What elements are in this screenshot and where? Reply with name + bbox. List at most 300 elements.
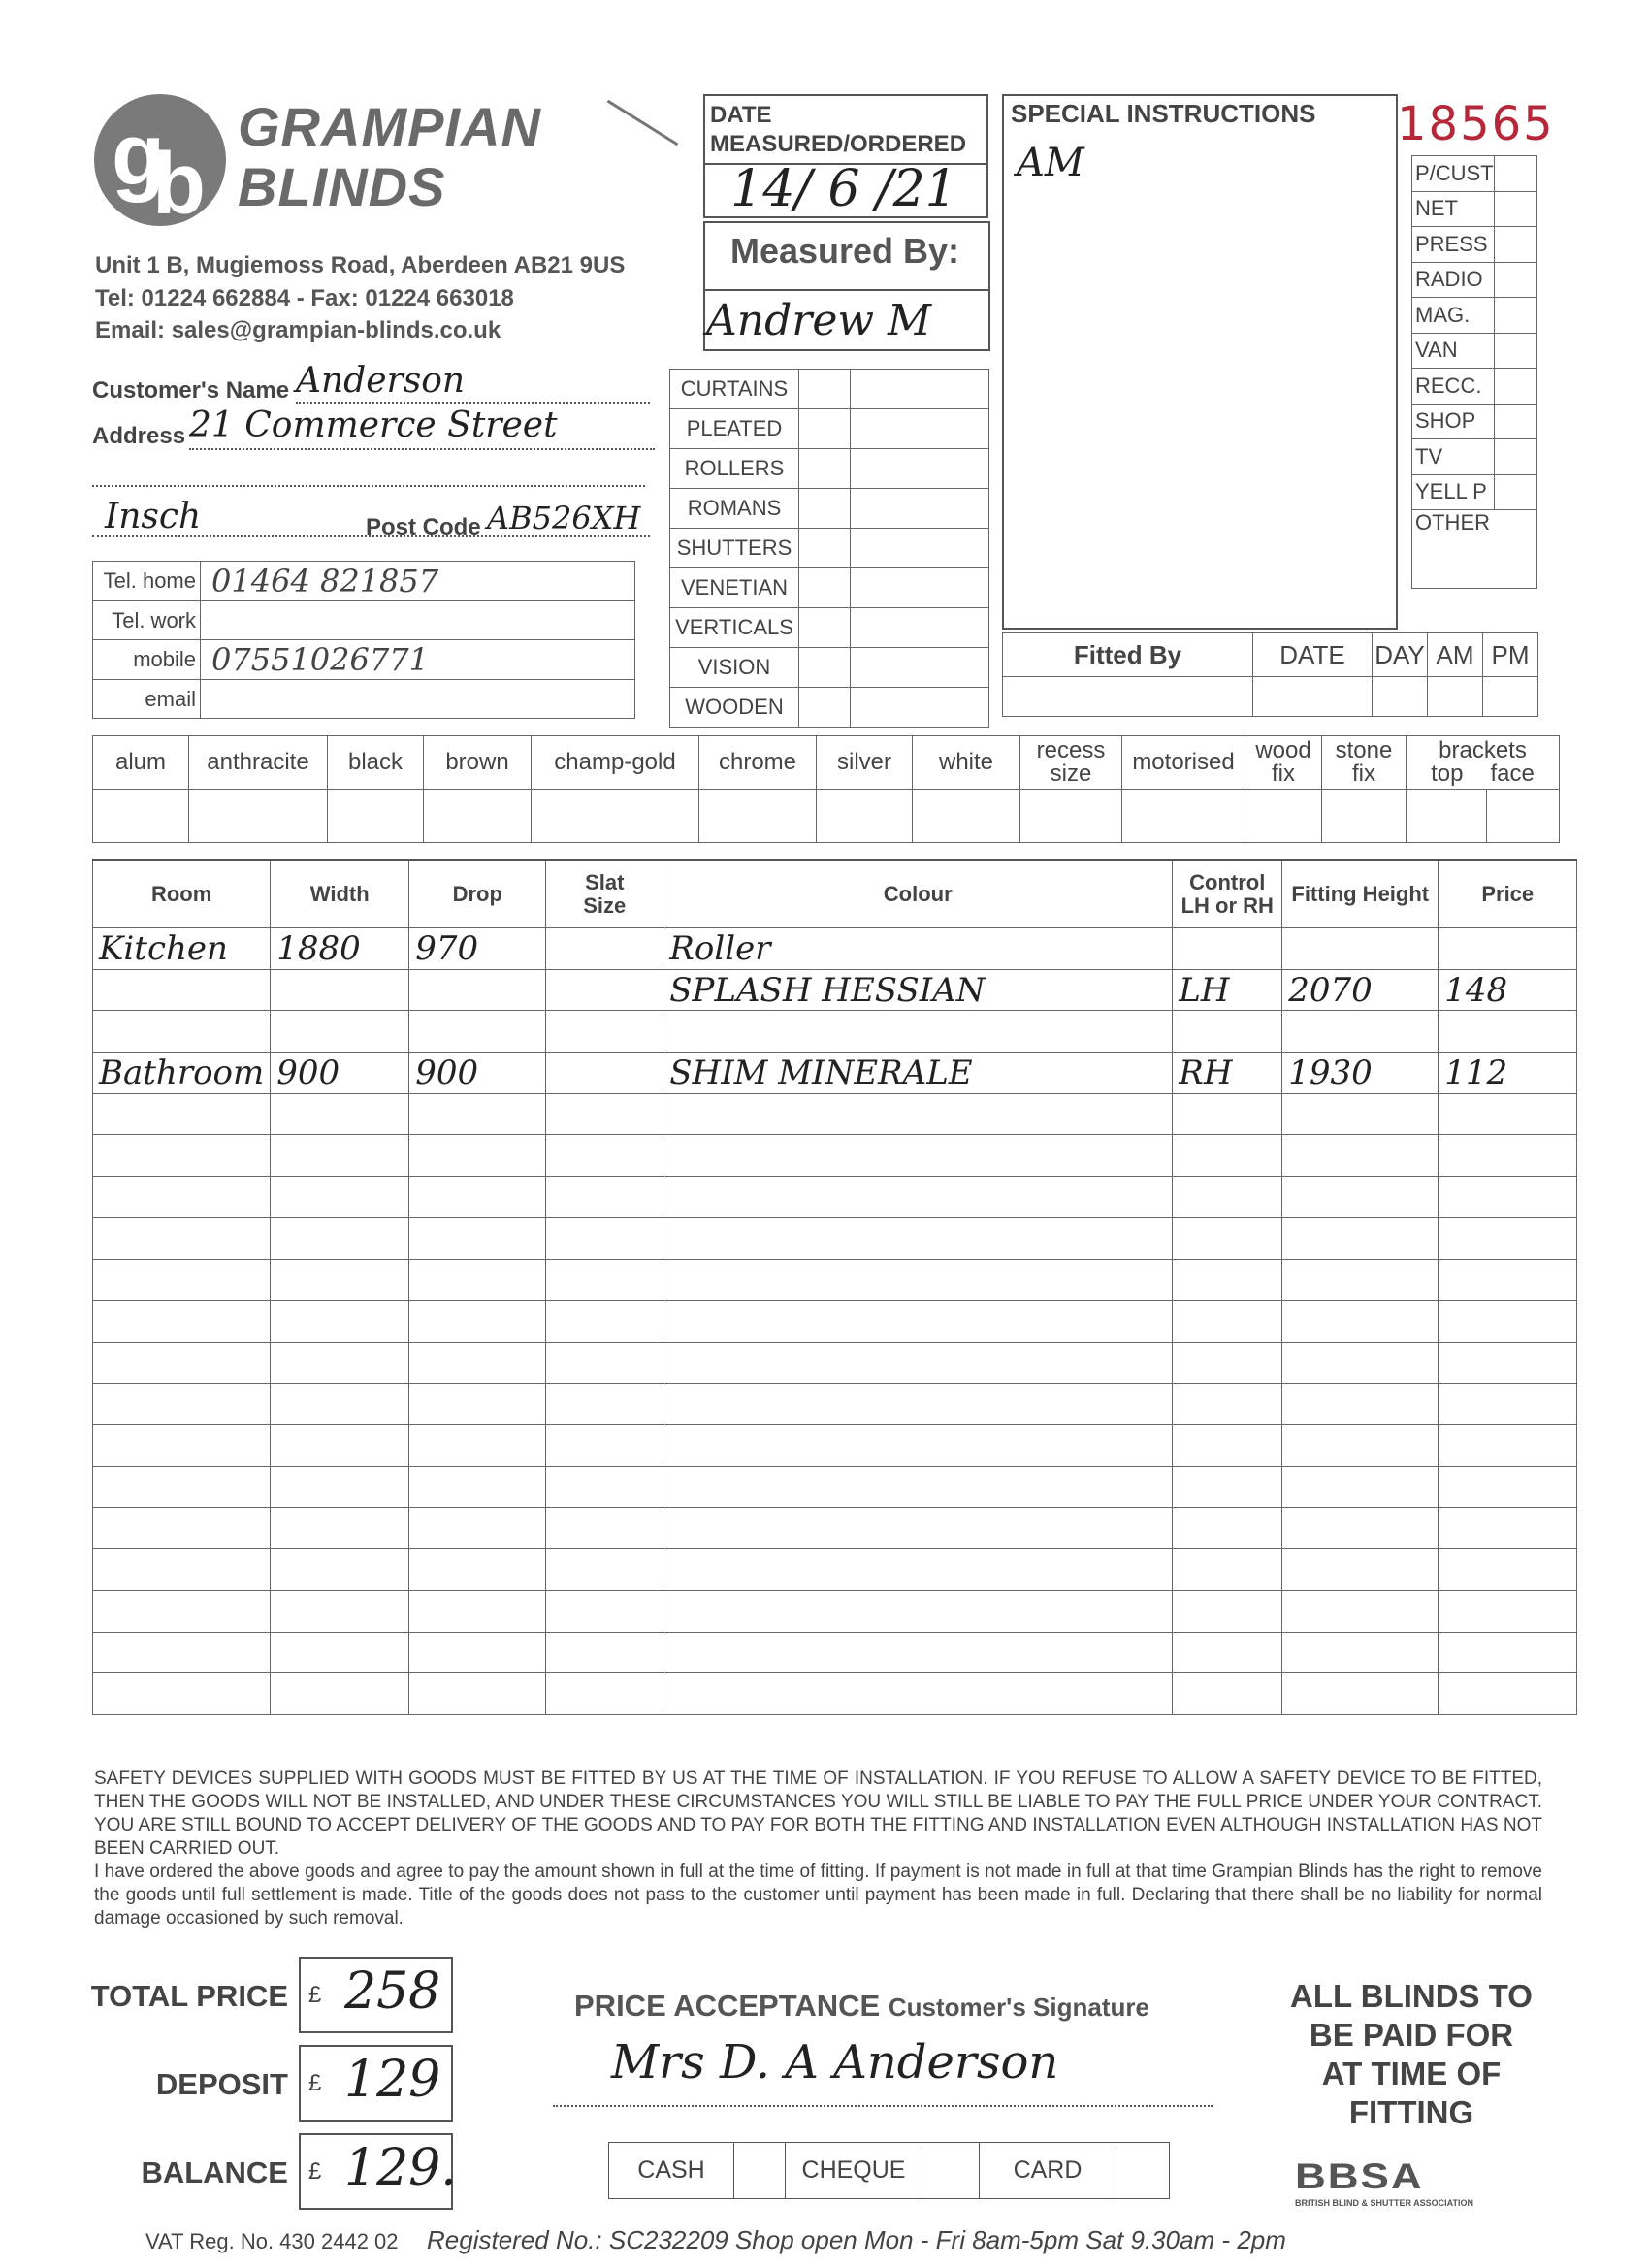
order-row [93,1591,1577,1633]
order-control-cell[interactable] [1173,1217,1282,1259]
order-price-cell[interactable] [1439,1632,1577,1673]
order-colour-cell[interactable] [663,1425,1173,1467]
product-notes[interactable] [851,608,989,648]
order-price-cell[interactable] [1439,1011,1577,1053]
order-width-cell[interactable] [271,1177,409,1218]
order-slat-cell[interactable] [546,1053,663,1094]
order-room-cell[interactable] [93,1259,271,1301]
order-width-cell[interactable] [271,1549,409,1591]
order-price-cell[interactable] [1439,928,1577,970]
product-row [670,449,989,489]
product-checkbox[interactable] [799,370,851,409]
payment-cash-checkbox[interactable] [734,2143,786,2199]
order-height-cell[interactable] [1282,1549,1439,1591]
order-price-cell[interactable] [1439,1466,1577,1507]
bracket-face-field[interactable] [1487,790,1560,843]
order-drop-cell[interactable] [409,1591,546,1633]
colour-field[interactable] [1322,790,1406,843]
order-slat-cell[interactable] [546,1217,663,1259]
col-room: Room [93,860,271,928]
order-control-cell[interactable] [1173,1011,1282,1053]
order-control-cell[interactable] [1173,1093,1282,1135]
order-width-cell[interactable] [271,1217,409,1259]
source-label: P/CUST [1412,156,1495,192]
customer-name-field[interactable] [296,361,650,404]
order-height-cell[interactable] [1282,1135,1439,1177]
order-row [93,1632,1577,1673]
order-room-cell[interactable] [93,1177,271,1218]
tel-label: mobile [93,640,201,680]
bbsa-logo-text: BBSA [1295,2155,1424,2197]
tel-label: email [93,680,201,719]
order-room-cell[interactable]: Bathroom [93,1053,271,1094]
order-width-cell[interactable] [271,1259,409,1301]
order-drop-cell[interactable] [409,1507,546,1549]
fitted-date-field[interactable] [1253,677,1373,717]
order-control-cell[interactable] [1173,1342,1282,1383]
order-room-cell[interactable] [93,1673,271,1715]
product-checkbox[interactable] [799,688,851,728]
order-width-cell[interactable] [271,969,409,1011]
order-drop-cell[interactable] [409,1549,546,1591]
order-price-cell[interactable] [1439,1093,1577,1135]
order-control-cell[interactable] [1173,1466,1282,1507]
colour-field[interactable] [1245,790,1322,843]
product-notes[interactable] [851,568,989,608]
order-room-cell[interactable] [93,1135,271,1177]
order-colour-cell[interactable] [663,1383,1173,1425]
order-room-cell[interactable] [93,1507,271,1549]
order-height-cell[interactable] [1282,1177,1439,1218]
address-label: Address [92,423,186,449]
order-room-cell[interactable] [93,1342,271,1383]
colour-wood-fix: wood fix [1245,736,1322,790]
colour-field[interactable] [189,790,328,843]
fitted-by-field[interactable] [1003,677,1253,717]
colour-motorised: motorised [1122,736,1245,790]
order-width-cell[interactable] [271,1425,409,1467]
source-checkbox[interactable] [1494,156,1536,192]
order-height-cell[interactable] [1282,1466,1439,1507]
order-width-cell[interactable] [271,1466,409,1507]
order-price-cell[interactable] [1439,1177,1577,1218]
order-colour-cell[interactable] [663,1217,1173,1259]
postcode-label: Post Code [366,514,481,540]
order-slat-cell[interactable] [546,1301,663,1343]
source-checkbox[interactable] [1494,191,1536,227]
order-width-cell[interactable] [271,1342,409,1383]
order-slat-cell[interactable] [546,1177,663,1218]
order-colour-cell[interactable] [663,1259,1173,1301]
fitted-pm-field[interactable] [1483,677,1538,717]
order-drop-cell[interactable] [409,1093,546,1135]
special-instructions-label: SPECIAL INSTRUCTIONS [1011,99,1316,128]
order-height-cell[interactable] [1282,1507,1439,1549]
order-colour-cell[interactable]: SHIM MINERALE [663,1053,1173,1094]
order-height-cell[interactable] [1282,1632,1439,1673]
payment-card-checkbox[interactable] [1116,2143,1170,2199]
product-checkbox[interactable] [799,409,851,449]
tel-row [93,640,635,680]
date-measured-label: DATE MEASURED/ORDERED [710,102,967,157]
fitted-am-label: AM [1428,633,1483,677]
order-drop-cell[interactable] [409,1466,546,1507]
order-drop-cell[interactable] [409,1301,546,1343]
source-label: VAN [1412,333,1495,369]
product-notes[interactable] [851,529,989,568]
order-price-cell[interactable] [1439,1301,1577,1343]
colour-field[interactable] [93,790,189,843]
order-slat-cell[interactable] [546,1507,663,1549]
fitted-day-field[interactable] [1373,677,1428,717]
tel-mobile-value[interactable]: 07551026771 [201,640,635,680]
order-slat-cell[interactable] [546,1135,663,1177]
order-slat-cell[interactable] [546,1549,663,1591]
source-checkbox[interactable] [1494,439,1536,475]
col-control: Control LH or RH [1173,860,1282,928]
measured-by-divider [703,289,988,291]
special-instructions-value[interactable]: AM [1017,141,1084,185]
order-height-cell[interactable] [1282,1011,1439,1053]
colour-brown: brown [424,736,532,790]
balance-box[interactable] [299,2133,457,2210]
order-slat-cell[interactable] [546,1342,663,1383]
colour-brackets: brackets top face [1406,736,1560,790]
order-control-cell[interactable] [1173,1673,1282,1715]
tel-row [93,680,635,719]
order-slat-cell[interactable] [546,928,663,970]
fitted-by-table [1002,632,1538,717]
address-field[interactable] [189,405,655,450]
measured-by-value[interactable]: Andrew M [706,296,932,345]
colour-field[interactable] [699,790,817,843]
order-colour-cell[interactable] [663,1507,1173,1549]
order-room-cell[interactable] [93,1093,271,1135]
svg-text:g: g [112,107,165,204]
order-control-cell[interactable] [1173,1301,1282,1343]
source-checkbox[interactable] [1494,474,1536,510]
order-height-cell[interactable] [1282,1383,1439,1425]
product-checkbox[interactable] [799,449,851,489]
order-price-cell[interactable]: 112 [1439,1053,1577,1094]
order-height-cell[interactable]: 1930 [1282,1053,1439,1094]
form-number: 18565 [1397,97,1555,151]
order-control-cell[interactable] [1173,1177,1282,1218]
order-room-cell[interactable] [93,1425,271,1467]
order-colour-cell[interactable] [663,1673,1173,1715]
order-colour-cell[interactable] [663,1342,1173,1383]
order-row [93,1135,1577,1177]
order-drop-cell[interactable] [409,1135,546,1177]
total-price-value: 258 [344,1962,441,2021]
registration-and-hours: Registered No.: SC232209 Shop open Mon - Fri 8am-5pm Sat 9.30am - 2pm [427,2225,1286,2254]
order-drop-cell[interactable] [409,1632,546,1673]
order-colour-cell[interactable] [663,1632,1173,1673]
order-width-cell[interactable] [271,1591,409,1633]
colour-field[interactable] [1122,790,1245,843]
order-control-cell[interactable] [1173,1549,1282,1591]
product-row [670,489,989,529]
source-row [1412,474,1537,510]
order-slat-cell[interactable] [546,1673,663,1715]
order-control-cell[interactable]: LH [1173,969,1282,1011]
order-drop-cell[interactable] [409,1673,546,1715]
source-checkbox[interactable] [1494,298,1536,334]
order-colour-cell[interactable] [663,1177,1173,1218]
source-label: SHOP [1412,404,1495,439]
order-price-cell[interactable] [1439,1383,1577,1425]
source-row [1412,262,1537,298]
total-price-box[interactable] [299,1957,453,2033]
order-width-cell[interactable]: 900 [271,1053,409,1094]
order-room-cell[interactable] [93,1011,271,1053]
order-row [93,1053,1577,1094]
order-drop-cell[interactable] [409,1177,546,1218]
product-notes[interactable] [851,370,989,409]
order-height-cell[interactable] [1282,1217,1439,1259]
customer-signature-label: Customer's Signature [888,1993,1149,2022]
order-height-cell[interactable]: 2070 [1282,969,1439,1011]
order-height-cell[interactable] [1282,1673,1439,1715]
product-notes[interactable] [851,409,989,449]
order-drop-cell[interactable] [409,1383,546,1425]
date-measured-value[interactable]: 14/ 6 /21 [730,160,957,218]
product-label: ROLLERS [670,449,799,489]
source-label: MAG. [1412,298,1495,334]
product-notes[interactable] [851,489,989,529]
order-colour-cell[interactable] [663,1549,1173,1591]
order-price-cell[interactable] [1439,1425,1577,1467]
order-height-cell[interactable] [1282,1591,1439,1633]
order-price-cell[interactable] [1439,1673,1577,1715]
product-label: VISION [670,648,799,688]
telephone-table [92,561,635,719]
order-drop-cell[interactable] [409,1217,546,1259]
order-width-cell[interactable] [271,1135,409,1177]
brand-name-line1: GRAMPIAN [238,96,541,157]
order-control-cell[interactable] [1173,1632,1282,1673]
col-width: Width [271,860,409,928]
order-slat-cell[interactable] [546,1466,663,1507]
order-price-cell[interactable] [1439,1259,1577,1301]
order-row [93,1383,1577,1425]
order-drop-cell[interactable]: 970 [409,928,546,970]
order-colour-cell[interactable] [663,1466,1173,1507]
product-checkbox[interactable] [799,489,851,529]
currency-symbol: £ [308,2158,322,2185]
order-height-cell[interactable] [1282,1093,1439,1135]
col-price: Price [1439,860,1577,928]
order-slat-cell[interactable] [546,1383,663,1425]
order-room-cell[interactable] [93,1217,271,1259]
tel-label: Tel. home [93,562,201,601]
order-control-cell[interactable] [1173,1135,1282,1177]
order-row [93,1217,1577,1259]
order-room-cell[interactable] [93,969,271,1011]
balance-label: BALANCE [141,2155,288,2189]
order-price-cell[interactable] [1439,1507,1577,1549]
product-label: VENETIAN [670,568,799,608]
order-control-cell[interactable] [1173,928,1282,970]
source-checkbox[interactable] [1494,227,1536,263]
order-width-cell[interactable] [271,1011,409,1053]
product-label: VERTICALS [670,608,799,648]
product-checkbox[interactable] [799,529,851,568]
order-width-cell[interactable] [271,1673,409,1715]
order-row [93,1466,1577,1507]
bbsa-logo [1295,2155,1473,2208]
product-notes[interactable] [851,648,989,688]
order-drop-cell[interactable] [409,1425,546,1467]
order-room-cell[interactable] [93,1632,271,1673]
order-colour-cell[interactable] [663,1301,1173,1343]
colour-field[interactable] [328,790,424,843]
order-width-cell[interactable] [271,1093,409,1135]
source-checkbox[interactable] [1494,262,1536,298]
product-row [670,529,989,568]
colour-options-table [92,735,1560,843]
order-width-cell[interactable] [271,1632,409,1673]
product-row [670,608,989,648]
company-phone-fax: Tel: 01224 662884 - Fax: 01224 663018 [95,285,514,311]
customer-name-label: Customer's Name [92,377,290,404]
order-slat-cell[interactable] [546,1632,663,1673]
order-width-cell[interactable] [271,1301,409,1343]
payment-card-label: CARD [980,2143,1116,2199]
order-price-cell[interactable] [1439,1135,1577,1177]
order-width-cell[interactable]: 1880 [271,928,409,970]
colour-field[interactable] [424,790,532,843]
order-width-cell[interactable] [271,1383,409,1425]
town-value[interactable]: Insch [105,497,202,536]
col-slat-size: Slat Size [546,860,663,928]
order-drop-cell[interactable] [409,969,546,1011]
deposit-value: 129 [344,2051,441,2109]
price-acceptance-label: PRICE ACCEPTANCE Customer's Signature [574,1989,1149,2023]
address-line-2[interactable] [92,485,645,487]
order-room-cell[interactable] [93,1301,271,1343]
product-checkbox[interactable] [799,648,851,688]
order-colour-cell[interactable] [663,1011,1173,1053]
order-height-cell[interactable] [1282,1342,1439,1383]
colour-anthracite: anthracite [189,736,328,790]
bracket-top-field[interactable] [1406,790,1487,843]
order-slat-cell[interactable] [546,969,663,1011]
order-row [93,1259,1577,1301]
colour-silver: silver [817,736,913,790]
colour-field[interactable] [532,790,699,843]
order-height-cell[interactable] [1282,1259,1439,1301]
order-room-cell[interactable] [93,1591,271,1633]
order-room-cell[interactable] [93,1466,271,1507]
product-checkbox[interactable] [799,608,851,648]
order-price-cell[interactable] [1439,1549,1577,1591]
tel-work-value[interactable] [201,601,635,640]
order-control-cell[interactable] [1173,1425,1282,1467]
terms-text [94,1767,1542,1930]
order-control-cell[interactable] [1173,1591,1282,1633]
tel-email-value[interactable] [201,680,635,719]
source-checkbox[interactable] [1494,369,1536,405]
postcode-value[interactable]: AB526XH [487,500,641,536]
source-checkbox[interactable] [1494,333,1536,369]
product-notes[interactable] [851,688,989,728]
colour-black: black [328,736,424,790]
order-height-cell[interactable] [1282,928,1439,970]
order-slat-cell[interactable] [546,1093,663,1135]
source-row [1412,227,1537,263]
source-label: YELL P [1412,474,1495,510]
order-drop-cell[interactable]: 900 [409,1053,546,1094]
order-price-cell[interactable]: 148 [1439,969,1577,1011]
order-width-cell[interactable] [271,1507,409,1549]
order-slat-cell[interactable] [546,1011,663,1053]
order-price-cell[interactable] [1439,1591,1577,1633]
order-slat-cell[interactable] [546,1425,663,1467]
payment-method-table [608,2142,1170,2199]
tel-home-value[interactable]: 01464 821857 [201,562,635,601]
order-control-cell[interactable] [1173,1259,1282,1301]
colour-field[interactable] [817,790,913,843]
source-row [1412,298,1537,334]
source-label: NET [1412,191,1495,227]
order-slat-cell[interactable] [546,1259,663,1301]
order-drop-cell[interactable] [409,1011,546,1053]
fitted-am-field[interactable] [1428,677,1483,717]
product-notes[interactable] [851,449,989,489]
colour-champ-gold: champ-gold [532,736,699,790]
customer-signature-value: Mrs D. A Anderson [611,2035,1059,2090]
source-checkbox[interactable] [1494,404,1536,439]
product-row [670,648,989,688]
deposit-box[interactable] [299,2045,453,2122]
order-drop-cell[interactable] [409,1259,546,1301]
payment-notice: ALL BLINDS TO BE PAID FOR AT TIME OF FITTING [1290,1978,1533,2130]
order-colour-cell[interactable] [663,1135,1173,1177]
order-height-cell[interactable] [1282,1301,1439,1343]
order-row [93,1301,1577,1343]
fitted-pm-label: PM [1483,633,1538,677]
order-room-cell[interactable]: Kitchen [93,928,271,970]
order-height-cell[interactable] [1282,1425,1439,1467]
payment-cheque-checkbox[interactable] [922,2143,980,2199]
order-colour-cell[interactable] [663,1093,1173,1135]
order-price-cell[interactable] [1439,1217,1577,1259]
order-room-cell[interactable] [93,1549,271,1591]
source-row [1412,191,1537,227]
product-checkbox[interactable] [799,568,851,608]
order-control-cell[interactable]: RH [1173,1053,1282,1094]
order-slat-cell[interactable] [546,1591,663,1633]
order-colour-cell[interactable]: Roller [663,928,1173,970]
order-price-cell[interactable] [1439,1342,1577,1383]
colour-field[interactable] [1020,790,1122,843]
source-row [1412,333,1537,369]
product-row [670,568,989,608]
order-colour-cell[interactable] [663,1591,1173,1633]
order-drop-cell[interactable] [409,1342,546,1383]
svg-text:b: b [152,136,206,228]
colour-field[interactable] [913,790,1020,843]
product-label: PLEATED [670,409,799,449]
order-room-cell[interactable] [93,1383,271,1425]
order-control-cell[interactable] [1173,1383,1282,1425]
fitted-day-label: DAY [1373,633,1428,677]
order-colour-cell[interactable]: SPLASH HESSIAN [663,969,1173,1011]
order-row [93,1425,1577,1467]
order-control-cell[interactable] [1173,1507,1282,1549]
source-label: RADIO [1412,262,1495,298]
